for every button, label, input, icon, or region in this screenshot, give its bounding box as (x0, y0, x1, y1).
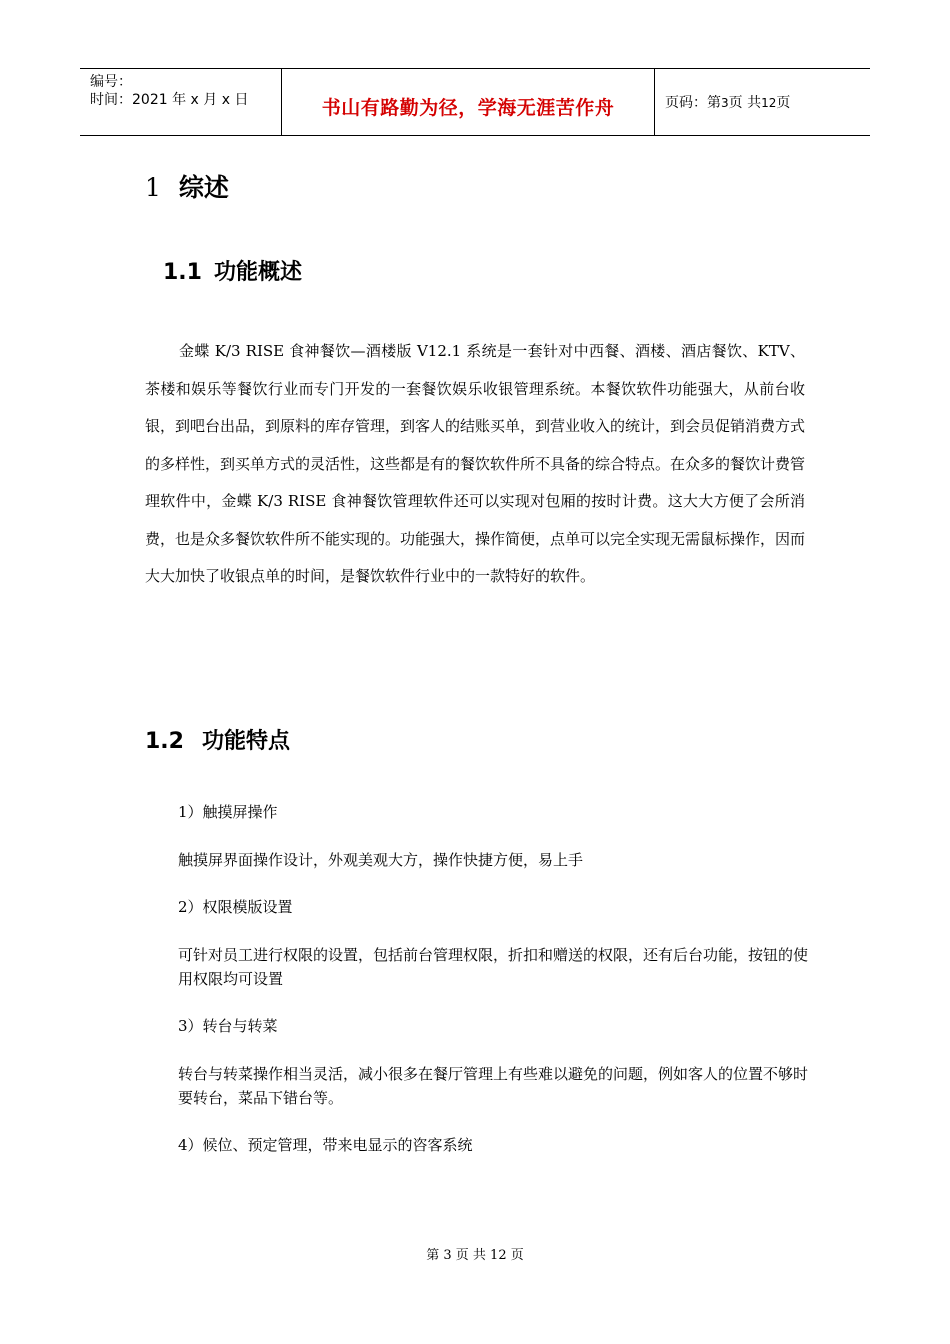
section-1-number: 1 (145, 173, 161, 202)
page-suffix: 页 (776, 95, 791, 111)
document-code-label: 编号： (90, 74, 132, 90)
page-prefix: 页码：第 (665, 95, 721, 111)
feature-item-title: 3）转台与转菜 (178, 1017, 278, 1035)
section-1-1-number: 1.1 (163, 260, 202, 285)
feature-item-desc: 可针对员工进行权限的设置，包括前台管理权限，折扣和赠送的权限，还有后台功能，按钮的使用权限均可设置 (178, 946, 809, 988)
header-motto-cell (282, 69, 655, 135)
section-1-title: 综述 (178, 173, 229, 202)
feature-item-title: 4）候位、预定管理，带来电显示的咨客系统 (178, 1136, 473, 1154)
header-motto: 书山有路勤为径，学海无涯苦作舟 (321, 97, 615, 119)
section-1-2-title: 功能特点 (201, 729, 290, 754)
document-date: 时间：2021 年 x 月 x 日 (90, 92, 249, 108)
section-1-1-title: 功能概述 (213, 260, 302, 285)
overview-paragraph: 金蝶 K/3 RISE 食神餐饮—酒楼版 V12.1 系统是一套针对中西餐、酒楼、酒店餐饮、KTV、茶楼和娱乐等餐饮行业而专门开发的一套餐饮娱乐收银管理系统。本餐饮软件功能强大，从前台收银，到吧台出品，到原料的库存管理，到客人的结账买单，到营业收入的统计，到会员促销消费方式的多样性，到买单方式的灵活性，这些都是有的餐饮软件所不具备的综合特点。在众多的餐饮计费管理软件中，金蝶 K/3 RISE 食神餐饮管理软件还可以实现对包厢的按时计费。这大大方便了会所消费，也是众多餐饮软件所不能实现的。功能强大，操作简便，点单可以完全实现无需鼠标操作，因而大大加快了收银点单的时间，是餐饮软件行业中的一款特好的软件。 (145, 342, 806, 585)
feature-item-desc: 转台与转菜操作相当灵活，减小很多在餐厅管理上有些难以避免的问题，例如客人的位置不够时要转台，菜品下错台等。 (178, 1065, 809, 1107)
section-1-2-number: 1.2 (145, 729, 184, 754)
document-header (80, 68, 870, 136)
section-1-heading (145, 168, 229, 204)
overview-paragraph-block (145, 333, 805, 596)
page-footer: 第 3 页 共 12 页 (426, 1248, 524, 1263)
header-page-cell (655, 69, 870, 135)
feature-item-title: 2）权限模版设置 (178, 898, 293, 916)
page-total: 12 (761, 96, 777, 110)
feature-item-desc: 触摸屏界面操作设计，外观美观大方，操作快捷方便，易上手 (178, 851, 584, 869)
header-meta-cell (80, 69, 282, 135)
feature-item-title: 1）触摸屏操作 (178, 803, 278, 821)
header-page-number (665, 94, 790, 112)
page-mid: 页 共 (728, 95, 762, 111)
page-current: 3 (721, 96, 729, 110)
section-1-1-heading (163, 255, 302, 286)
section-1-2-heading (145, 724, 290, 755)
